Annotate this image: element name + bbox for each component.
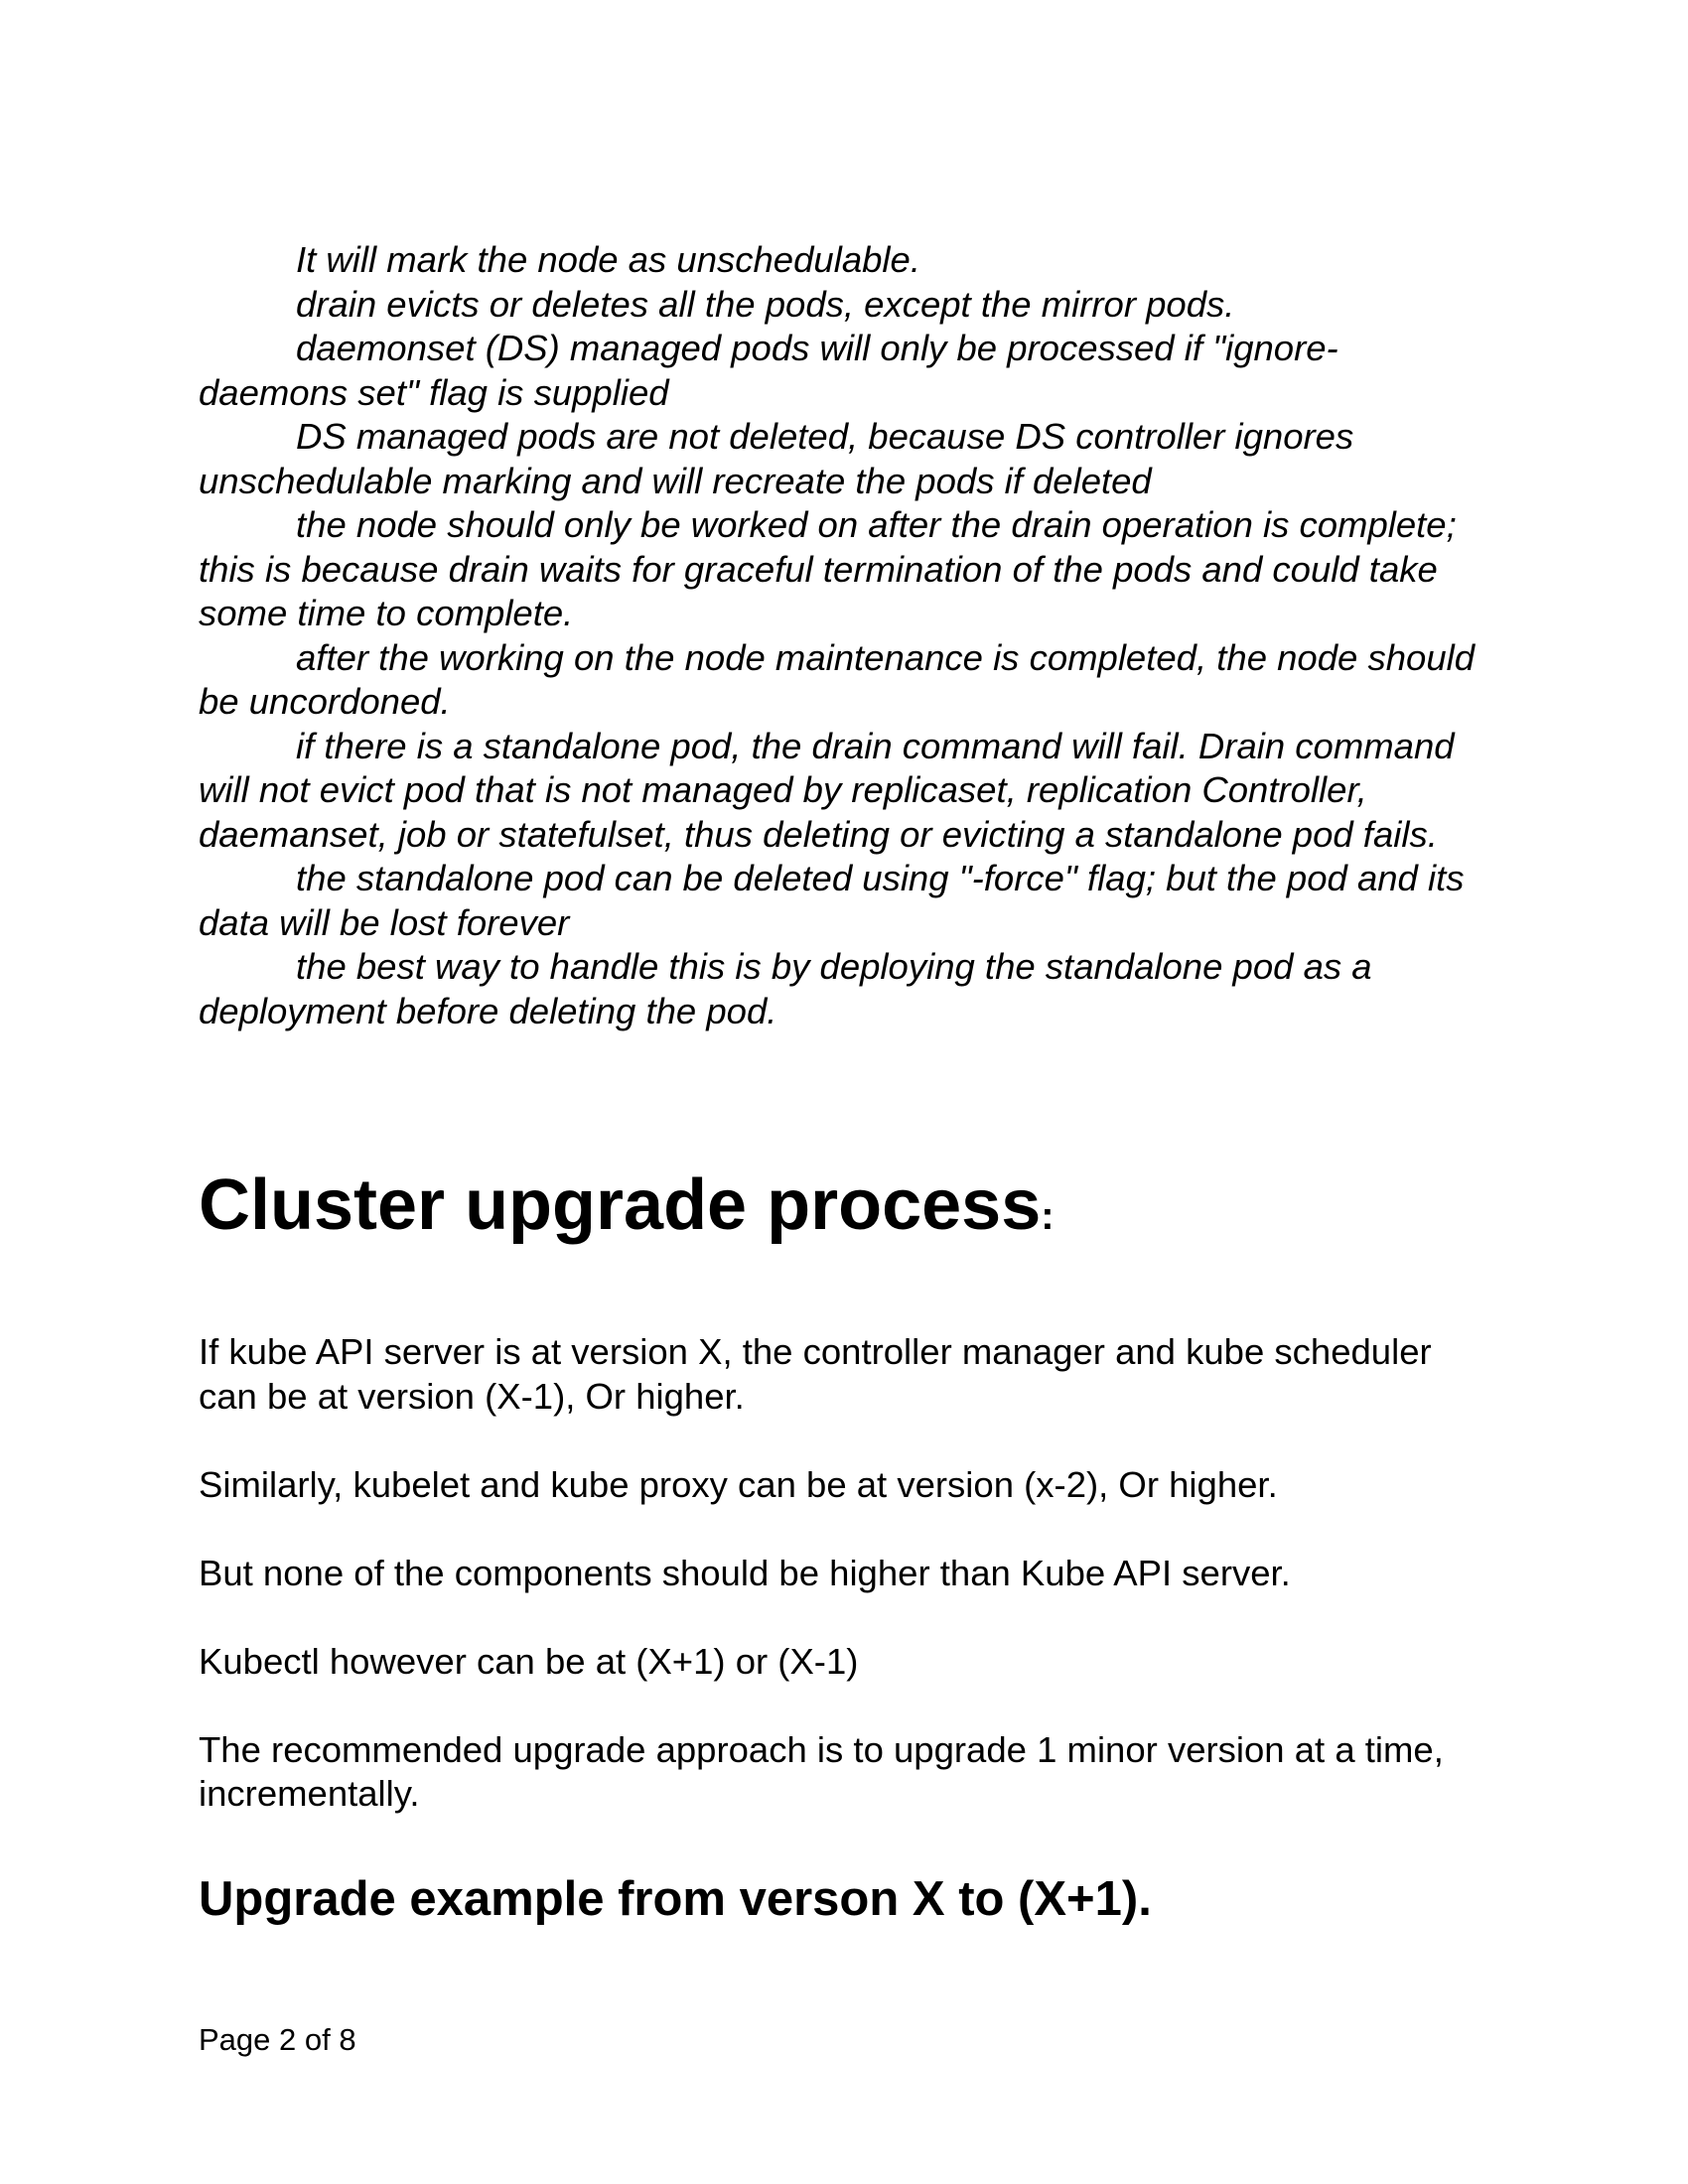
note-paragraph: daemonset (DS) managed pods will only be processed if "ignore-daemons set" flag is supplied [199, 328, 1338, 413]
section-body [199, 1330, 1479, 1860]
note-paragraph: DS managed pods are not deleted, because DS controller ignores unschedulable marking and will recreate the pods if deleted [199, 416, 1354, 501]
body-paragraph: But none of the components should be higher than Kube API server. [199, 1552, 1291, 1593]
note-paragraph: if there is a standalone pod, the drain command will fail. Drain command will not evict pod that is not managed by replicaset, replication Controller, daemanset, job or statefulset, thus deleting or evicting a standalone pod fails. [199, 725, 1455, 855]
note-paragraph: the best way to handle this is by deploying the standalone pod as a deployment before deleting the pod. [199, 946, 1372, 1031]
note-paragraph: the standalone pod can be deleted using "-force" flag; but the pod and its data will be lost forever [199, 858, 1465, 943]
note-paragraph: drain evicts or deletes all the pods, except the mirror pods. [296, 283, 1235, 325]
section-heading-colon: : [1041, 1194, 1055, 1238]
body-paragraph: If kube API server is at version X, the controller manager and kube scheduler can be at version (X-1), Or higher. [199, 1331, 1432, 1417]
note-paragraph: It will mark the node as unschedulable. [296, 239, 920, 280]
body-paragraph: Kubectl however can be at (X+1) or (X-1) [199, 1640, 859, 1682]
page-number: Page 2 of 8 [199, 2022, 356, 2057]
section-heading-text: Cluster upgrade process [199, 1165, 1042, 1245]
note-paragraph: the node should only be worked on after the drain operation is complete; this is because drain waits for graceful termination of the pods and could take some time to complete. [199, 504, 1457, 633]
body-paragraph: Similarly, kubelet and kube proxy can be at version (x-2), Or higher. [199, 1463, 1278, 1505]
body-paragraph: The recommended upgrade approach is to upgrade 1 minor version at a time, incrementally. [199, 1728, 1444, 1814]
section-heading [199, 1163, 1055, 1258]
note-paragraph: after the working on the node maintenance is completed, the node should be uncordoned. [199, 636, 1476, 722]
drain-notes [199, 238, 1479, 1033]
subsection-heading: Upgrade example from verson X to (X+1). [199, 1872, 1152, 1926]
